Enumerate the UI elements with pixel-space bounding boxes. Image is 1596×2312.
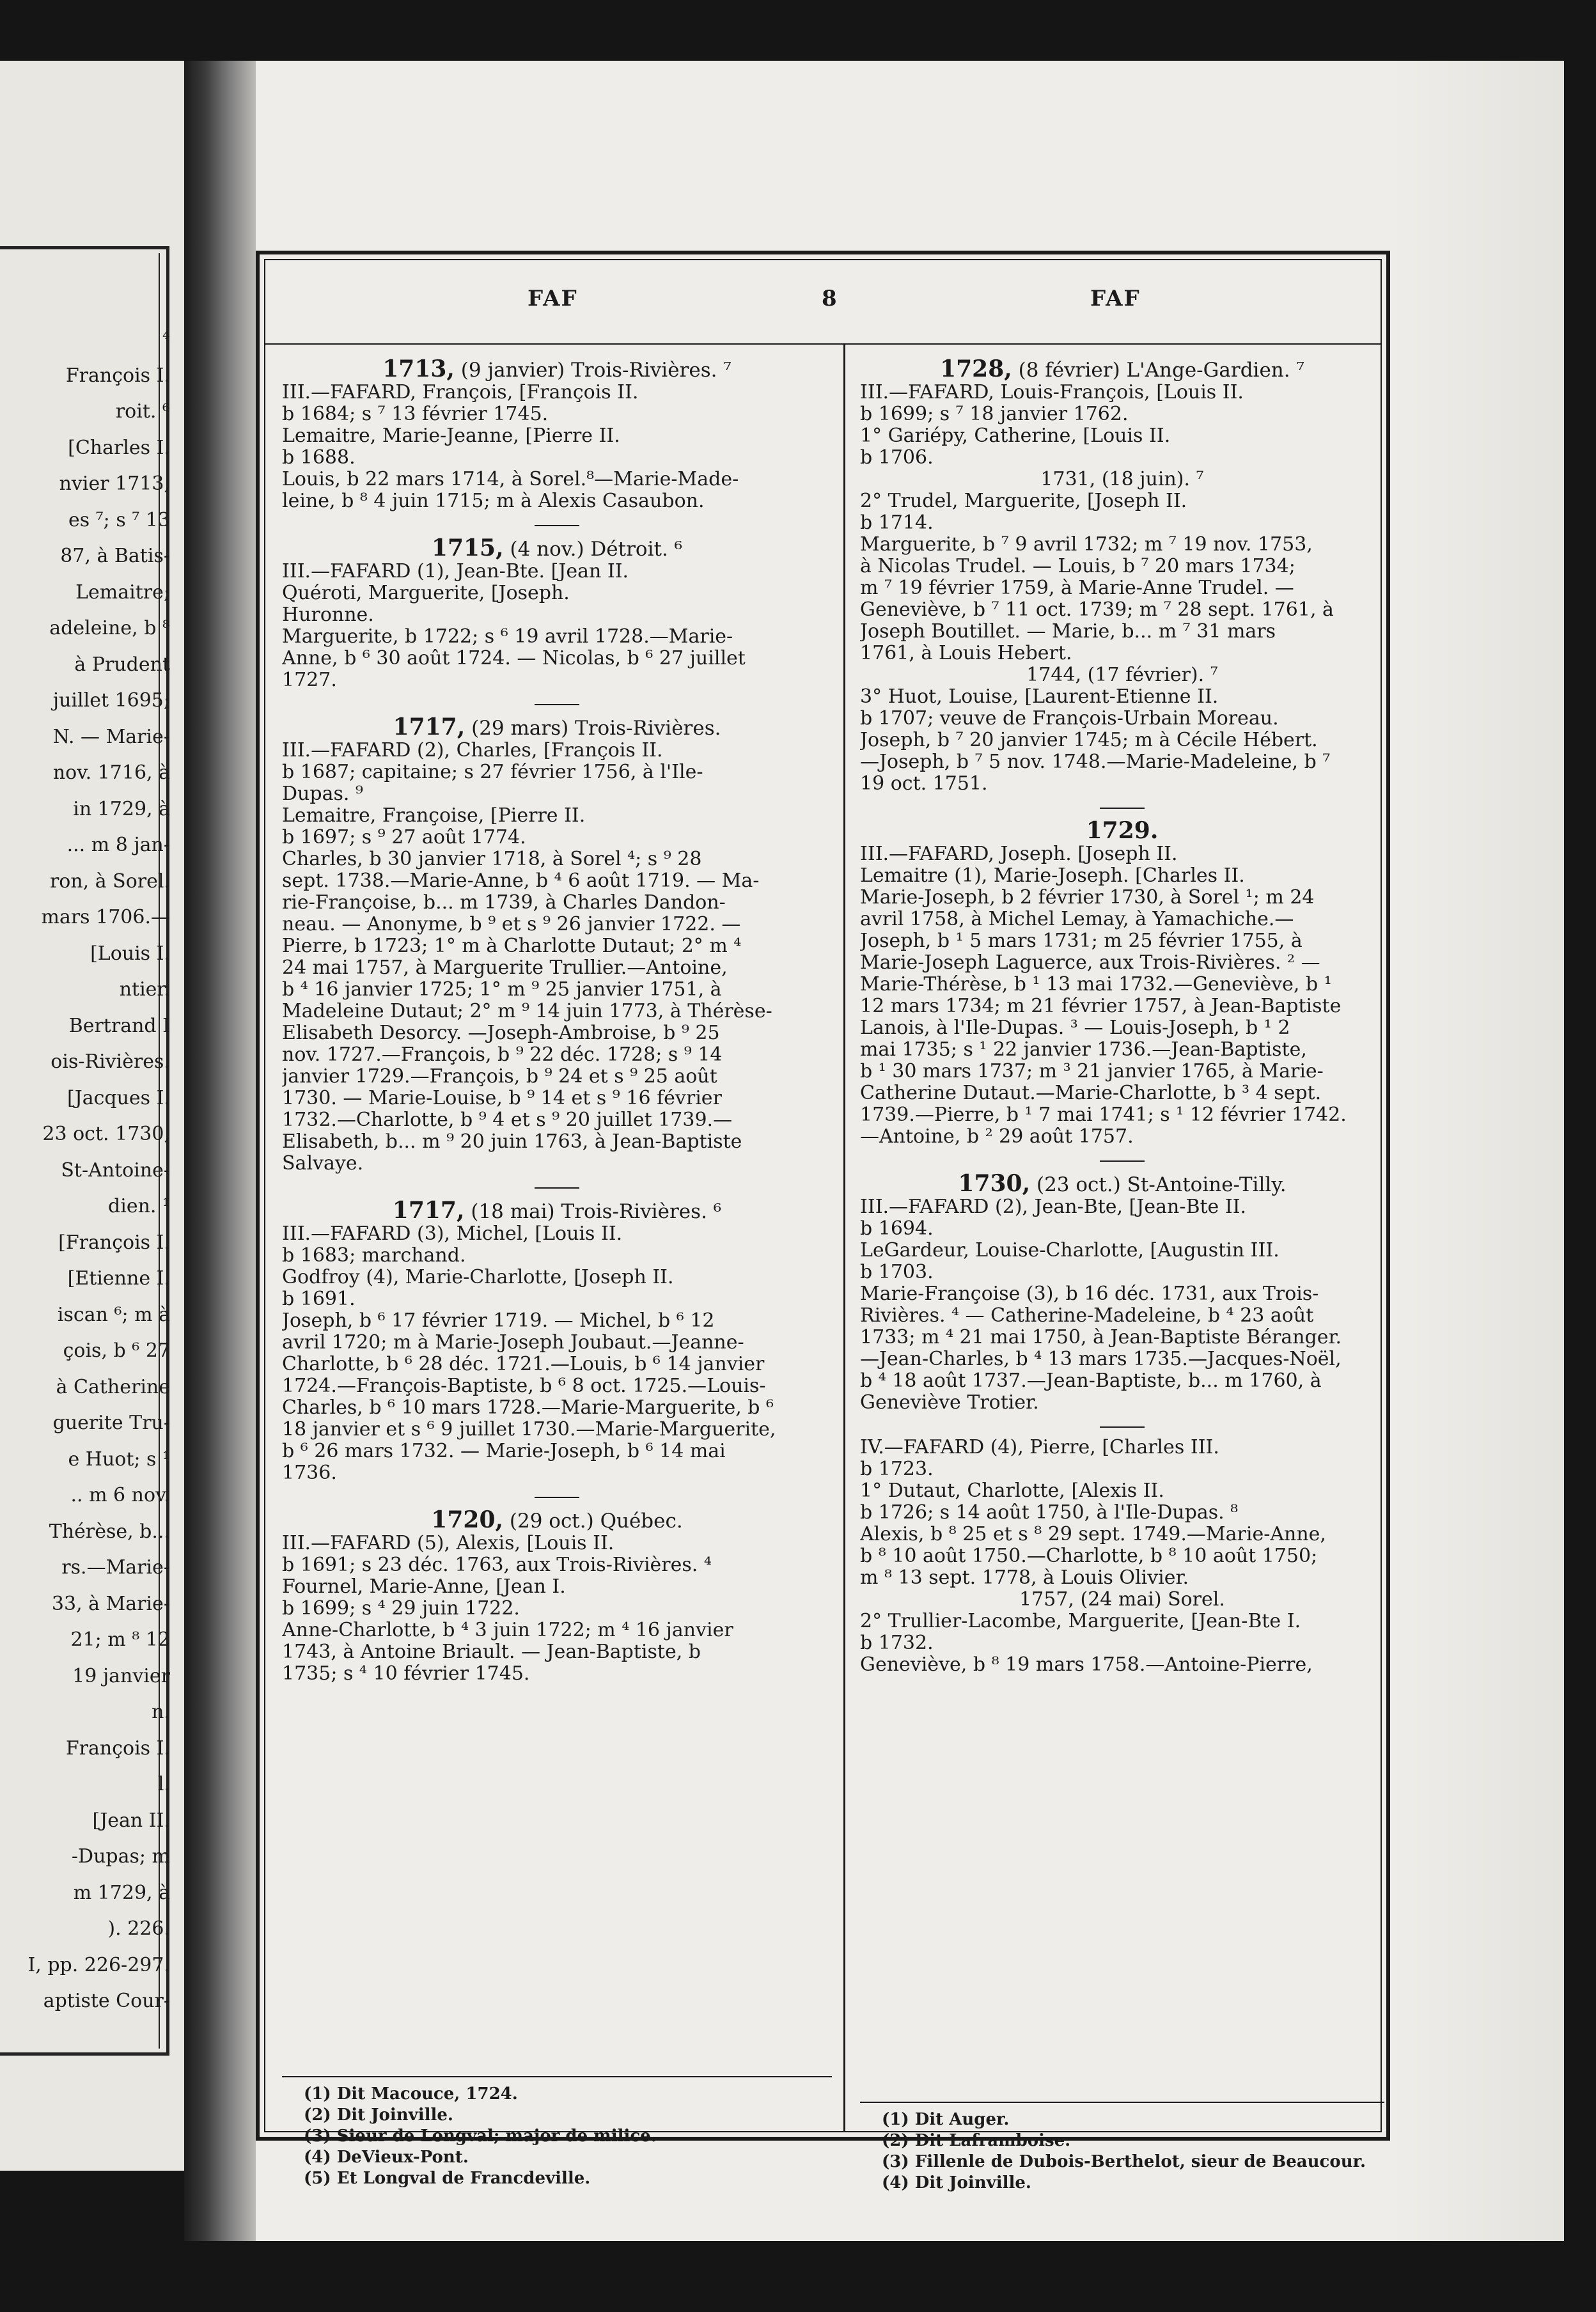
entry-line: b 1694.	[860, 1218, 934, 1240]
previous-page-line: es ⁷; s ⁷ 13	[68, 508, 170, 531]
entry-line: Elisabeth, b... m ⁹ 20 juin 1763, à Jean-Baptiste	[282, 1131, 742, 1153]
entry-separator	[535, 525, 579, 526]
entry-line: Louis, b 22 mars 1714, à Sorel.⁸—Marie-Made-	[282, 469, 739, 490]
entry-line: Huronne.	[282, 604, 374, 626]
previous-page-line: Bertrand I	[68, 1014, 170, 1037]
footnote: (3) Fillenle de Dubois-Berthelot, sieur de Beaucour.	[882, 2152, 1366, 2171]
entry-line: b 1714.	[860, 512, 934, 534]
right-footnotes	[860, 2102, 1384, 2194]
entry-line: III.—FAFARD, François, [François II.	[282, 382, 639, 403]
entry-line: rie-Françoise, b... m 1739, à Charles Dandon-	[282, 892, 726, 914]
previous-page-line: ). 226.	[107, 1918, 170, 1940]
entry-line: Lemaitre, Marie-Jeanne, [Pierre II.	[282, 425, 620, 447]
entry-line: b 1688.	[282, 447, 356, 469]
previous-page-line: nvier 1713,	[59, 473, 170, 495]
previous-page-line: iscan ⁶; m à	[57, 1303, 170, 1326]
entry-line: LeGardeur, Louise-Charlotte, [Augustin III.	[860, 1240, 1279, 1261]
entry-line: 1736.	[282, 1462, 337, 1484]
entry-line: III.—FAFARD, Joseph. [Joseph II.	[860, 843, 1178, 865]
entry-line: Alexis, b ⁸ 25 et s ⁸ 29 sept. 1749.—Marie-Anne,	[860, 1524, 1326, 1545]
entry-line: Anne-Charlotte, b ⁴ 3 juin 1722; m ⁴ 16 janvier	[282, 1620, 733, 1641]
entry-line: Marguerite, b 1722; s ⁶ 19 avril 1728.—Marie-	[282, 626, 733, 648]
left-column	[282, 355, 832, 2188]
page-margin	[1390, 61, 1564, 2241]
entry-line: III.—FAFARD (2), Jean-Bte, [Jean-Bte II.	[860, 1196, 1247, 1218]
previous-page-line: [Charles I.	[68, 436, 170, 459]
previous-page-line: François I.	[65, 364, 170, 387]
previous-page-line: in 1729, à	[73, 797, 170, 820]
entry-year: 1713,	[382, 355, 455, 382]
right-column	[860, 355, 1384, 2192]
entry-line: Marie-Joseph, b 2 février 1730, à Sorel ¹; m 24	[860, 887, 1315, 909]
entry-line: 1730. — Marie-Louise, b ⁹ 14 et s ⁹ 16 février	[282, 1088, 722, 1109]
entry-line: b ⁴ 16 janvier 1725; 1° m ⁹ 25 janvier 1751, à	[282, 979, 722, 1001]
page-number: 8	[822, 286, 838, 311]
entry-year: 1730,	[958, 1170, 1031, 1197]
previous-page-line: [Louis I.	[90, 942, 170, 965]
entry-line: Marie-Françoise (3), b 16 déc. 1731, aux Trois-	[860, 1283, 1319, 1305]
entry-line: Godfroy (4), Marie-Charlotte, [Joseph II.	[282, 1267, 674, 1288]
entry-line: Dupas. ⁹	[282, 783, 363, 805]
entry-line: Geneviève, b ⁸ 19 mars 1758.—Antoine-Pierre,	[860, 1654, 1313, 1676]
previous-page-line: nov. 1716, à	[52, 762, 170, 784]
entry-line: 1727.	[282, 669, 337, 691]
entry-line: Marguerite, b ⁷ 9 avril 1732; m ⁷ 19 nov. 1753,	[860, 534, 1313, 556]
entry-line: 1732.—Charlotte, b ⁹ 4 et s ⁹ 20 juillet 1739.—	[282, 1109, 733, 1131]
entry-heading	[282, 1507, 832, 1533]
entry-line: 1733; m ⁴ 21 mai 1750, à Jean-Baptiste Béranger.	[860, 1327, 1342, 1348]
previous-page-line: .. m 6 nov.	[70, 1484, 170, 1506]
entry-line: Charles, b ⁶ 10 mars 1728.—Marie-Marguerite, b ⁶	[282, 1397, 774, 1419]
entry-line: Catherine Dutaut.—Marie-Charlotte, b ³ 4 sept.	[860, 1082, 1322, 1104]
entry-line: Lemaitre, Françoise, [Pierre II.	[282, 805, 586, 827]
entry-line: avril 1720; m à Marie-Joseph Joubaut.—Jeanne-	[282, 1332, 744, 1354]
previous-page-line: guerite Tru-	[52, 1412, 170, 1434]
previous-page-line: m 1729, à	[73, 1881, 170, 1904]
entry-heading	[282, 535, 832, 561]
previous-page-line: aptiste Cour-	[43, 1990, 170, 2012]
previous-page-line: ntier.	[119, 978, 170, 1001]
entry-line: 24 mai 1757, à Marguerite Trullier.—Antoine,	[282, 957, 728, 979]
running-head-left: FAF	[528, 286, 578, 311]
entry-line: b ⁸ 10 août 1750.—Charlotte, b ⁸ 10 août 1750;	[860, 1545, 1318, 1567]
entry-line: 19 oct. 1751.	[860, 773, 988, 795]
entry-heading	[860, 818, 1384, 843]
book-page	[256, 61, 1564, 2241]
previous-page-line: l.	[157, 1773, 170, 1795]
entry-heading	[860, 356, 1384, 382]
entry-line: Elisabeth Desorcy. —Joseph-Ambroise, b ⁹ 25	[282, 1022, 720, 1044]
footnote: (1) Dit Auger.	[882, 2110, 1010, 2129]
entry-line: m ⁸ 13 sept. 1778, à Louis Olivier.	[860, 1567, 1189, 1589]
entry-line: 2° Trudel, Marguerite, [Joseph II.	[860, 490, 1187, 512]
genealogy-entry	[282, 1497, 832, 1685]
footnote: (4) Dit Joinville.	[882, 2173, 1031, 2192]
previous-page-line: dien. ¹	[108, 1195, 170, 1217]
previous-page-line: I, pp. 226-297.	[27, 1953, 170, 1976]
entry-line: 1757, (24 mai) Sorel.	[1019, 1589, 1225, 1611]
entry-line: b 1706.	[860, 447, 934, 469]
previous-page-line: ron, à Sorel.	[49, 870, 170, 893]
footnote: (5) Et Longval de Francdeville.	[304, 2169, 591, 2188]
previous-page-line: juillet 1695;	[52, 689, 170, 712]
entry-heading	[860, 1171, 1384, 1196]
previous-page-line: 33, à Marie-	[51, 1592, 170, 1615]
book-binding-shadow	[184, 61, 256, 2241]
entry-line: III.—FAFARD (1), Jean-Bte. [Jean II.	[282, 561, 629, 582]
entry-line: b 1703.	[860, 1261, 934, 1283]
entry-place-date: (18 mai) Trois-Rivières. ⁶	[464, 1200, 722, 1223]
entry-line: —Antoine, b ² 29 août 1757.	[860, 1126, 1134, 1148]
entry-separator	[535, 1187, 579, 1189]
column-divider	[843, 343, 845, 2131]
previous-page-line: à Catherine	[56, 1375, 170, 1398]
previous-page-line: [Jean II.	[92, 1809, 170, 1832]
previous-page-line: 23 oct. 1730,	[42, 1123, 170, 1145]
entry-line: Lanois, à l'Ile-Dupas. ³ — Louis-Joseph, b ¹ 2	[860, 1017, 1290, 1039]
entry-line: Joseph, b ¹ 5 mars 1731; m 25 février 1755, à	[860, 930, 1303, 952]
entry-line: b ¹ 30 mars 1737; m ³ 21 janvier 1765, à Marie-	[860, 1061, 1324, 1082]
entry-line: III.—FAFARD (5), Alexis, [Louis II.	[282, 1533, 614, 1554]
entry-place-date: (8 février) L'Ange-Gardien. ⁷	[1012, 359, 1304, 382]
entry-line: janvier 1729.—François, b ⁹ 24 et s ⁹ 25 août	[282, 1066, 717, 1088]
page-frame	[256, 251, 1390, 2192]
previous-page-line: mars 1706.—	[41, 906, 170, 928]
previous-page-line: [Etienne I.	[67, 1267, 170, 1290]
previous-page-line: rs.—Marie-	[61, 1556, 170, 1579]
entry-line: Rivières. ⁴ — Catherine-Madeleine, b ⁴ 23 août	[860, 1305, 1314, 1327]
entry-line: Charlotte, b ⁶ 28 déc. 1721.—Louis, b ⁶ 14 janvier	[282, 1354, 765, 1375]
entry-line: Pierre, b 1723; 1° m à Charlotte Dutaut; 2° m ⁴	[282, 935, 742, 957]
previous-page-line: Lemaitre;	[75, 581, 170, 604]
entry-line: b 1723.	[860, 1458, 934, 1480]
entry-line: avril 1758, à Michel Lemay, à Yamachiche.—	[860, 909, 1294, 930]
entry-line: 1739.—Pierre, b ¹ 7 mai 1741; s ¹ 12 février 1742.	[860, 1104, 1347, 1126]
entry-line: 1° Dutaut, Charlotte, [Alexis II.	[860, 1480, 1164, 1502]
previous-page-line: [François I.	[58, 1231, 170, 1254]
entry-line: Joseph Boutillet. — Marie, b... m ⁷ 31 mars	[860, 621, 1276, 643]
genealogy-entry	[282, 525, 832, 691]
entry-line: Fournel, Marie-Anne, [Jean I.	[282, 1576, 566, 1598]
left-footnotes	[282, 2076, 832, 2189]
entry-line: b ⁶ 26 mars 1732. — Marie-Joseph, b ⁶ 14 mai	[282, 1441, 726, 1462]
entry-line: III.—FAFARD (3), Michel, [Louis II.	[282, 1223, 623, 1245]
entry-line: Anne, b ⁶ 30 août 1724. — Nicolas, b ⁶ 27 juillet	[282, 648, 746, 669]
entry-line: 1731, (18 juin). ⁷	[1040, 469, 1204, 490]
entry-line: neau. — Anonyme, b ⁹ et s ⁹ 26 janvier 1722. —	[282, 914, 741, 935]
previous-page-line: n.	[152, 1701, 170, 1723]
entry-heading	[282, 714, 832, 740]
previous-page-line: çois, b ⁶ 27	[63, 1340, 170, 1362]
entry-line: 2° Trullier-Lacombe, Marguerite, [Jean-Bte I.	[860, 1611, 1301, 1632]
previous-page-line: ois-Rivières.	[51, 1051, 170, 1073]
genealogy-entry	[282, 704, 832, 1175]
genealogy-entry	[860, 808, 1384, 1148]
entry-heading	[282, 1198, 832, 1223]
entry-separator	[535, 704, 579, 705]
entry-year: 1717,	[392, 1197, 465, 1224]
entry-line: m ⁷ 19 février 1759, à Marie-Anne Trudel. —	[860, 577, 1294, 599]
entry-line: mai 1735; s ¹ 22 janvier 1736.—Jean-Baptiste,	[860, 1039, 1307, 1061]
genealogy-entry	[282, 356, 832, 512]
entry-line: b 1699; s ⁴ 29 juin 1722.	[282, 1598, 520, 1620]
entry-line: Salvaye.	[282, 1153, 364, 1175]
genealogy-entry	[860, 1160, 1384, 1414]
left-column-entries	[282, 356, 832, 1685]
entry-line: 18 janvier et s ⁶ 9 juillet 1730.—Marie-Marguerite,	[282, 1419, 776, 1441]
entry-line: Madeleine Dutaut; 2° m ⁹ 14 juin 1773, à Thérèse-	[282, 1001, 772, 1022]
previous-page-line: e Huot; s ¹	[68, 1448, 170, 1471]
entry-line: Charles, b 30 janvier 1718, à Sorel ⁴; s ⁹ 28	[282, 848, 702, 870]
footnote: (1) Dit Macouce, 1724.	[304, 2084, 518, 2104]
entry-place-date: (29 oct.) Québec.	[503, 1510, 683, 1533]
previous-page-line: 19 janvier	[72, 1664, 170, 1687]
entry-line: b ⁴ 18 août 1737.—Jean-Baptiste, b... m 1760, à	[860, 1370, 1322, 1392]
entry-line: b 1732.	[860, 1632, 934, 1654]
previous-page-line: Thérèse, b...	[49, 1520, 170, 1543]
entry-line: 1743, à Antoine Briault. — Jean-Baptiste, b	[282, 1641, 701, 1663]
entry-line: 1735; s ⁴ 10 février 1745.	[282, 1663, 530, 1685]
entry-line: Geneviève Trotier.	[860, 1392, 1039, 1414]
entry-heading	[282, 356, 832, 382]
footnote: (4) DeVieux-Pont.	[304, 2148, 469, 2167]
genealogy-entry	[860, 1426, 1384, 1676]
footnote: (2) Dit Joinville.	[304, 2105, 453, 2125]
previous-page-line: ... m 8 jan-	[66, 834, 170, 856]
footnote: (2) Dit Laframboise.	[882, 2131, 1071, 2150]
entry-line: b 1683; marchand.	[282, 1245, 466, 1267]
entry-year: 1717,	[393, 714, 465, 740]
previous-page-line: -Dupas; m	[71, 1845, 170, 1868]
previous-page-line: N. — Marie-	[52, 725, 170, 748]
entry-line: b 1707; veuve de François-Urbain Moreau.	[860, 708, 1279, 730]
entry-line: Geneviève, b ⁷ 11 oct. 1739; m ⁷ 28 sept. 1761, à	[860, 599, 1334, 621]
entry-line: —Jean-Charles, b ⁴ 13 mars 1735.—Jacques-Noël,	[860, 1348, 1342, 1370]
previous-page-line: 87, à Batis-	[60, 545, 170, 567]
entry-line: Marie-Thérèse, b ¹ 13 mai 1732.—Geneviève, b ¹	[860, 974, 1332, 996]
entry-line: 1761, à Louis Hebert.	[860, 643, 1072, 664]
entry-line: 12 mars 1734; m 21 février 1757, à Jean-Baptiste	[860, 996, 1342, 1017]
entry-line: b 1684; s ⁷ 13 février 1745.	[282, 403, 549, 425]
entry-place-date: (4 nov.) Détroit. ⁶	[503, 538, 683, 561]
previous-page-line: François I.	[65, 1737, 170, 1760]
previous-page-line: à Prudent	[74, 653, 170, 676]
previous-page-line: roit. ⁶	[115, 400, 170, 423]
entry-line: sept. 1738.—Marie-Anne, b ⁴ 6 août 1719. — Ma-	[282, 870, 760, 892]
entry-line: Lemaitre (1), Marie-Joseph. [Charles II.	[860, 865, 1245, 887]
previous-page-line: 21; m ⁸ 12	[70, 1629, 170, 1651]
entry-year: 1728,	[940, 355, 1012, 382]
entry-line: 1° Gariépy, Catherine, [Louis II.	[860, 425, 1171, 447]
entry-line: b 1699; s ⁷ 18 janvier 1762.	[860, 403, 1129, 425]
entry-line: leine, b ⁸ 4 juin 1715; m à Alexis Casaubon.	[282, 490, 705, 512]
footnote: (3) Sieur de Longval; major de milice.	[304, 2127, 657, 2146]
entry-separator	[1100, 1426, 1145, 1428]
entry-place-date: (9 janvier) Trois-Rivières. ⁷	[454, 359, 731, 382]
header-rule	[265, 343, 1381, 345]
entry-line: III.—FAFARD (2), Charles, [François II.	[282, 740, 663, 762]
entry-line: 1724.—François-Baptiste, b ⁶ 8 oct. 1725.—Louis-	[282, 1375, 766, 1397]
entry-line: à Nicolas Trudel. — Louis, b ⁷ 20 mars 1734;	[860, 556, 1295, 577]
running-head-right: FAF	[1090, 286, 1141, 311]
entry-line: Marie-Joseph Laguerce, aux Trois-Rivières. ² —	[860, 952, 1320, 974]
entry-separator	[1100, 808, 1145, 809]
entry-line: nov. 1727.—François, b ⁹ 22 déc. 1728; s ⁹ 14	[282, 1044, 723, 1066]
previous-page-line: [Jacques I.	[66, 1086, 170, 1109]
entry-line: b 1697; s ⁹ 27 août 1774.	[282, 827, 526, 848]
genealogy-entry	[860, 356, 1384, 795]
entry-line: —Joseph, b ⁷ 5 nov. 1748.—Marie-Madeleine, b ⁷	[860, 751, 1331, 773]
entry-line: b 1691.	[282, 1288, 356, 1310]
entry-place-date: (23 oct.) St-Antoine-Tilly.	[1030, 1173, 1287, 1196]
previous-page-line: adeleine, b ⁸	[49, 617, 170, 639]
previous-page	[0, 61, 184, 2171]
entry-line: III.—FAFARD, Louis-François, [Louis II.	[860, 382, 1244, 403]
entry-line: Joseph, b ⁶ 17 février 1719. — Michel, b ⁶ 12	[282, 1310, 715, 1332]
entry-line: 3° Huot, Louise, [Laurent-Etienne II.	[860, 686, 1219, 708]
entry-separator	[1100, 1160, 1145, 1162]
entry-year: 1720,	[431, 1506, 504, 1533]
entry-separator	[535, 1497, 579, 1498]
previous-page-line: St-Antoine-	[61, 1159, 170, 1182]
entry-line: b 1687; capitaine; s 27 février 1756, à l'Ile-	[282, 762, 703, 783]
entry-year: 1715,	[431, 535, 504, 561]
entry-line: IV.—FAFARD (4), Pierre, [Charles III.	[860, 1437, 1219, 1458]
entry-year: 1729.	[1086, 817, 1159, 844]
entry-line: b 1691; s 23 déc. 1763, aux Trois-Rivières. ⁴	[282, 1554, 712, 1576]
entry-line: 1744, (17 février). ⁷	[1026, 664, 1218, 686]
entry-place-date: (29 mars) Trois-Rivières.	[465, 717, 721, 740]
genealogy-entry	[282, 1187, 832, 1484]
entry-line: Quéroti, Marguerite, [Joseph.	[282, 582, 570, 604]
page-frame-inner	[264, 259, 1382, 2192]
entry-line: b 1726; s 14 août 1750, à l'Ile-Dupas. ⁸	[860, 1502, 1239, 1524]
previous-page-line: ⁴	[162, 328, 170, 350]
right-column-entries	[860, 356, 1384, 1676]
entry-line: Joseph, b ⁷ 20 janvier 1745; m à Cécile Hébert.	[860, 730, 1318, 751]
